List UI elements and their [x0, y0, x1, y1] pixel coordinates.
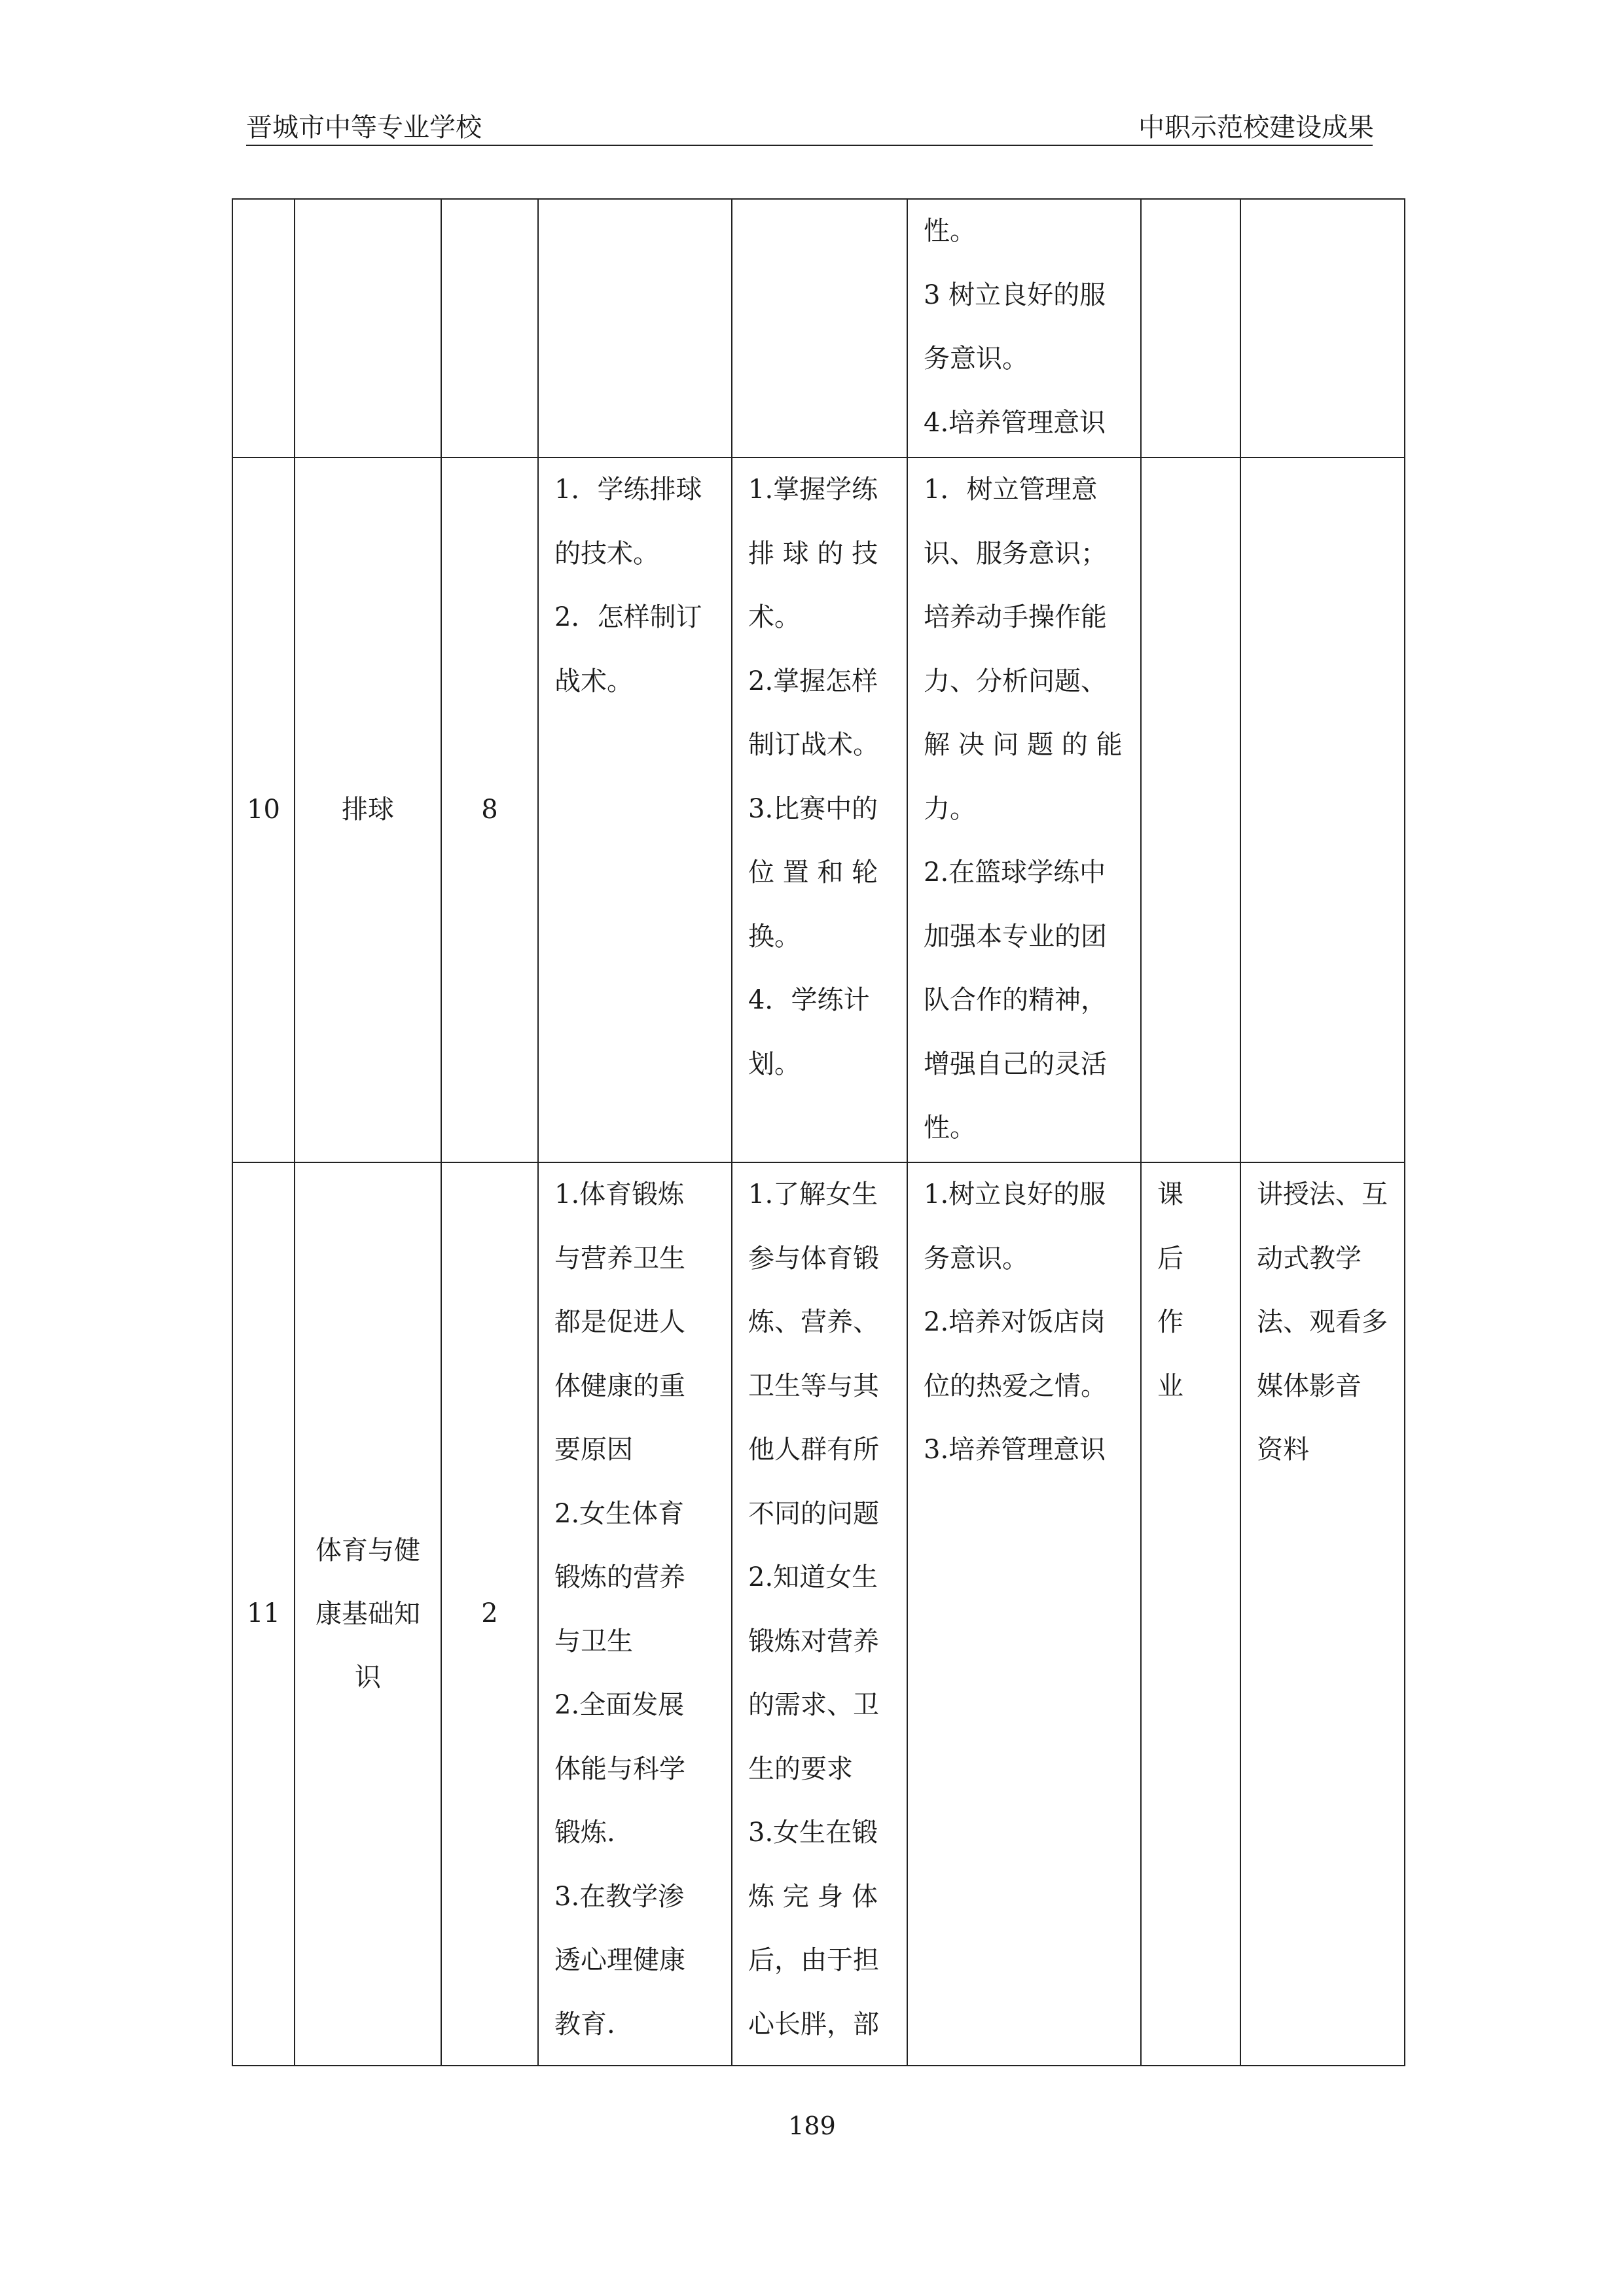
course-name-cell [295, 199, 441, 457]
cell-text-line: 1．树立管理意 [924, 475, 1098, 505]
hours-cell [441, 199, 538, 457]
row-number-text: 10 [247, 794, 280, 825]
cell-text-line: 加强本专业的团 [924, 921, 1107, 952]
assessment-cell [1141, 457, 1240, 1162]
cell-text-line: 卫生等与其 [748, 1371, 879, 1401]
cell-text-line: 务意识。 [924, 1243, 1028, 1274]
cell-text-line: 体健康的重 [554, 1371, 685, 1401]
cell-text-line: 力、分析问题、 [924, 666, 1107, 696]
cell-text-line: 1．学练排球 [554, 475, 702, 505]
hours-text: 2 [481, 1598, 498, 1629]
cell-text-line: 炼、营养、 [748, 1307, 879, 1337]
cell-text-line: 划。 [748, 1049, 801, 1079]
hours-cell [441, 1162, 538, 2066]
cell-text-line: 心长胖，部 [748, 2009, 879, 2039]
quality-objectives-cell [907, 1162, 1141, 2066]
cell-text-line: 3.女生在锻 [748, 1818, 878, 1848]
cell-text-line: 术。 [748, 602, 801, 632]
row-number-cell [232, 1162, 295, 2066]
cell-text-line: 课 [1157, 1179, 1183, 1210]
cell-text-line: 2.培养对饭店岗 [924, 1307, 1106, 1337]
table-row [232, 457, 1405, 1162]
cell-text-line: 与卫生 [554, 1626, 633, 1657]
cell-text-line: 法、观看多 [1257, 1307, 1388, 1337]
cell-text-line: 1.掌握学练 [748, 475, 878, 505]
cell-text-line: 教育. [554, 2009, 615, 2039]
cell-text-line: 4.培养管理意识 [924, 407, 1106, 438]
teaching-method-cell [1240, 1162, 1405, 2066]
cell-text-line: 解 决 问 题 的 能 [924, 730, 1123, 760]
cell-text-line: 3 树立良好的服 [924, 279, 1106, 310]
course-name-cell [295, 1162, 441, 2066]
cell-text-line: 识、服务意识； [924, 538, 1107, 569]
teaching-content-cell [538, 1162, 732, 2066]
cell-text-line: 体能与科学 [554, 1753, 685, 1784]
cell-text-line: 生的要求 [748, 1753, 853, 1784]
cell-text-line: 队合作的精神， [924, 985, 1107, 1015]
cell-text-line: 制订战术。 [748, 730, 879, 760]
cell-text-line: 2.女生体育 [554, 1498, 685, 1529]
cell-text-line: 4．学练计 [748, 985, 870, 1015]
cell-text-line: 1.了解女生 [748, 1179, 878, 1210]
teaching-content-cell [538, 199, 732, 457]
cell-text-line: 3.培养管理意识 [924, 1435, 1106, 1465]
teaching-method-cell [1240, 457, 1405, 1162]
cell-text-line: 锻炼. [554, 1818, 615, 1848]
course-name-line: 康基础知 [316, 1598, 420, 1629]
teaching-method-cell [1240, 199, 1405, 457]
course-name-line: 识 [355, 1662, 381, 1693]
cell-text-line: 与营养卫生 [554, 1243, 685, 1274]
table-row [232, 199, 1405, 457]
cell-text-line: 都是促进人 [554, 1307, 685, 1337]
knowledge-objectives-cell [732, 1162, 907, 2066]
cell-text-line: 媒体影音 [1257, 1371, 1362, 1401]
cell-text-line: 参与体育锻 [748, 1243, 879, 1274]
hours-cell [441, 457, 538, 1162]
cell-text-line: 3.比赛中的 [748, 793, 878, 824]
cell-text-line: 炼 完 身 体 [748, 1881, 878, 1912]
cell-text-line: 3.在教学渗 [554, 1881, 685, 1912]
cell-text-line: 培养动手操作能 [924, 602, 1107, 632]
cell-text-line: 资料 [1257, 1435, 1309, 1465]
knowledge-objectives-cell [732, 199, 907, 457]
cell-text-line: 换。 [748, 921, 801, 952]
cell-text-line: 战术。 [554, 666, 633, 696]
quality-objectives-cell [907, 457, 1141, 1162]
cell-text-line: 业 [1157, 1371, 1183, 1401]
cell-text-line: 2．怎样制订 [554, 602, 702, 632]
header-school-name: 晋城市中等专业学校 [246, 113, 482, 143]
cell-text-line: 不同的问题 [748, 1498, 879, 1529]
cell-text-line: 他人群有所 [748, 1435, 879, 1465]
cell-text-line: 的需求、卫 [748, 1690, 879, 1720]
cell-text-line: 位 置 和 轮 [748, 857, 878, 888]
cell-text-line: 后，由于担 [748, 1945, 879, 1975]
course-name-cell [295, 457, 441, 1162]
cell-text-line: 2.掌握怎样 [748, 666, 878, 696]
teaching-content-cell [538, 457, 732, 1162]
cell-text-line: 要原因 [554, 1435, 633, 1465]
cell-text-line: 增强自己的灵活 [924, 1049, 1107, 1079]
cell-text-line: 务意识。 [924, 344, 1028, 374]
cell-text-line: 锻炼对营养 [748, 1626, 879, 1657]
course-name-line: 排球 [342, 795, 394, 825]
cell-text-line: 作 [1157, 1307, 1183, 1337]
knowledge-objectives-cell [732, 457, 907, 1162]
cell-text-line: 力。 [924, 793, 976, 824]
row-number-cell [232, 457, 295, 1162]
cell-text-line: 讲授法、互 [1257, 1179, 1388, 1210]
cell-text-line: 排 球 的 技 [748, 538, 878, 569]
row-number-cell [232, 199, 295, 457]
header-document-title: 中职示范校建设成果 [1138, 113, 1374, 143]
cell-text-line: 位的热爱之情。 [924, 1371, 1107, 1401]
cell-text-line: 2.在篮球学练中 [924, 857, 1106, 888]
cell-text-line: 后 [1157, 1243, 1183, 1274]
quality-objectives-cell [907, 199, 1141, 457]
course-table [232, 198, 1405, 2066]
cell-text-line: 的技术。 [554, 538, 659, 569]
assessment-cell [1141, 199, 1240, 457]
cell-text-line: 1.树立良好的服 [924, 1179, 1106, 1210]
cell-text-line: 动式教学 [1257, 1243, 1362, 1274]
cell-text-line: 1.体育锻炼 [554, 1179, 685, 1210]
row-number-text: 11 [247, 1598, 280, 1629]
course-name-line: 体育与健 [316, 1535, 420, 1566]
assessment-cell [1141, 1162, 1240, 2066]
table-row [232, 1162, 1405, 2066]
cell-text-line: 锻炼的营养 [554, 1562, 685, 1592]
page-number: 189 [788, 2111, 836, 2140]
cell-text-line: 2.全面发展 [554, 1690, 685, 1720]
cell-text-line: 2.知道女生 [748, 1562, 878, 1592]
hours-text: 8 [481, 794, 498, 825]
table-body [232, 199, 1405, 2066]
header-divider [246, 145, 1373, 146]
cell-text-line: 透心理健康 [554, 1945, 685, 1975]
cell-text-line: 性。 [924, 1113, 976, 1143]
cell-text-line: 性。 [924, 216, 976, 246]
